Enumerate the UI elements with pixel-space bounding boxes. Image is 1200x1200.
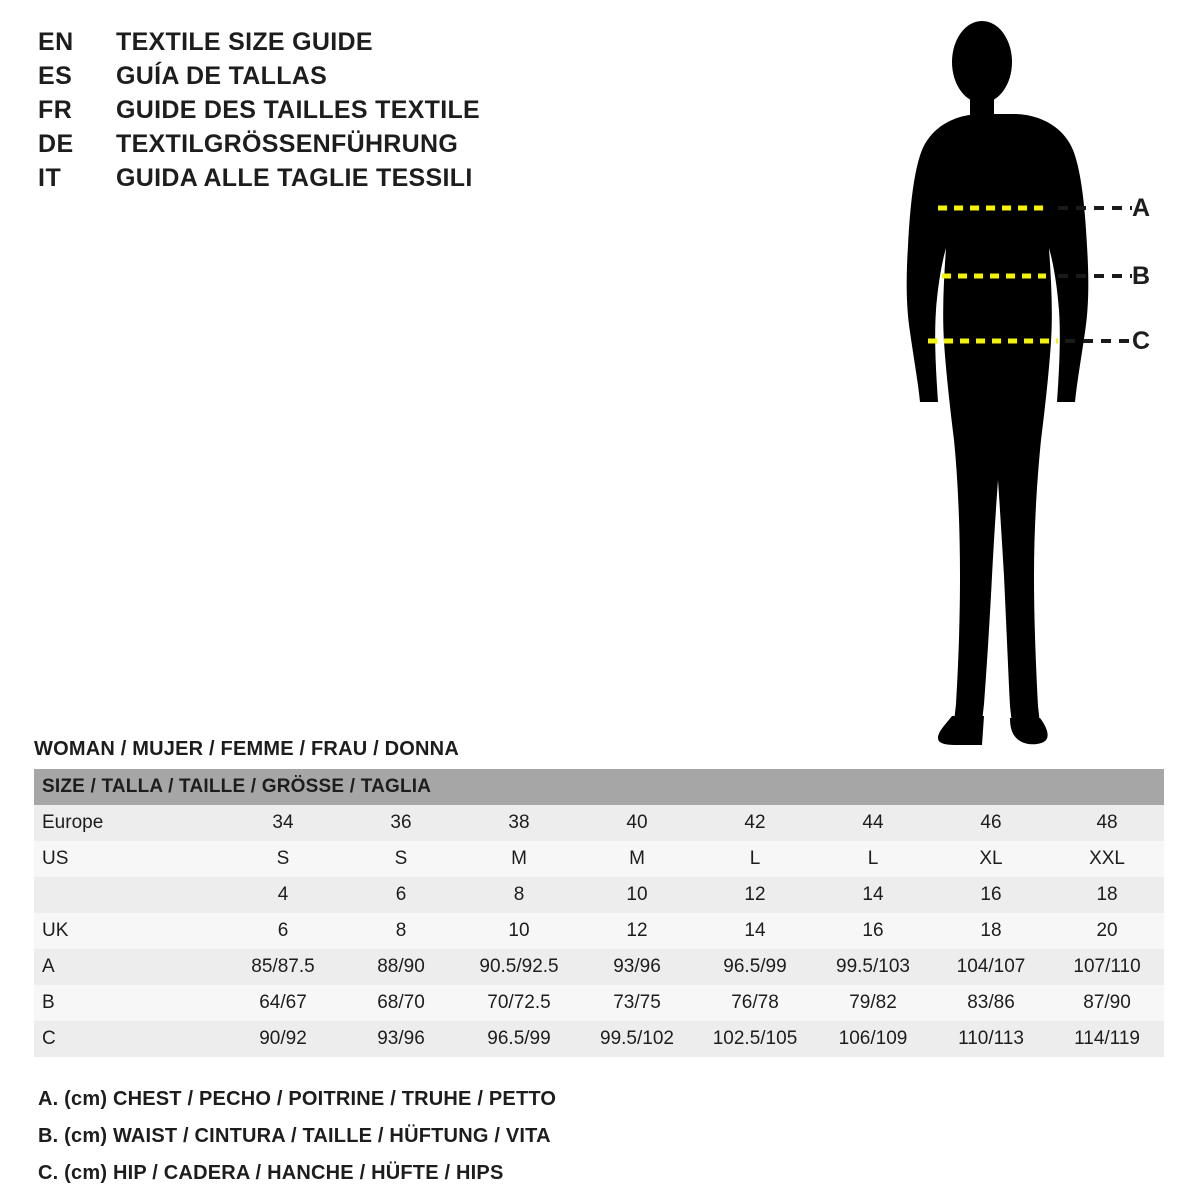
row-label: A (34, 949, 224, 985)
table-cell: XXL (1050, 841, 1164, 877)
table-row (34, 949, 1164, 985)
table-row (34, 1021, 1164, 1057)
table-cell: XL (932, 841, 1050, 877)
row-label: B (34, 985, 224, 1021)
table-cell: S (224, 841, 342, 877)
table-cell: 73/75 (578, 985, 696, 1021)
title-text: GUIDA ALLE TAGLIE TESSILI (116, 164, 473, 192)
table-cell: 48 (1050, 805, 1164, 841)
table-cell: 85/87.5 (224, 949, 342, 985)
measurement-marker-a: A (1132, 194, 1151, 222)
table-cell: 90.5/92.5 (460, 949, 578, 985)
table-cell: 12 (578, 913, 696, 949)
title-text: TEXTILGRÖSSENFÜHRUNG (116, 130, 459, 158)
row-label: US (34, 841, 224, 877)
table-cell: 8 (342, 913, 460, 949)
table-cell: 6 (224, 913, 342, 949)
table-cell: 93/96 (342, 1021, 460, 1057)
table-cell: 79/82 (814, 985, 932, 1021)
table-cell: 96.5/99 (696, 949, 814, 985)
size-table (34, 769, 1164, 1057)
table-cell: 88/90 (342, 949, 460, 985)
body-measurement-figure (860, 10, 1190, 750)
language-code: DE (38, 130, 74, 158)
table-cell: 64/67 (224, 985, 342, 1021)
table-cell: 14 (696, 913, 814, 949)
table-cell: 99.5/102 (578, 1021, 696, 1057)
table-row (34, 985, 1164, 1021)
table-cell: 6 (342, 877, 460, 913)
language-code: EN (38, 28, 74, 56)
legend-note-b: B. (cm) WAIST / CINTURA / TAILLE / HÜFTUNG / VITA (38, 1125, 551, 1147)
table-cell: 76/78 (696, 985, 814, 1021)
table-cell: 90/92 (224, 1021, 342, 1057)
table-row (34, 877, 1164, 913)
legend-note-c: C. (cm) HIP / CADERA / HANCHE / HÜFTE / HIPS (38, 1162, 504, 1184)
table-row (34, 841, 1164, 877)
title-text: GUIDE DES TAILLES TEXTILE (116, 96, 481, 124)
table-cell: 44 (814, 805, 932, 841)
title-text: GUÍA DE TALLAS (116, 62, 328, 90)
table-cell: 110/113 (932, 1021, 1050, 1057)
table-cell: 93/96 (578, 949, 696, 985)
table-cell: 36 (342, 805, 460, 841)
table-header-cell: SIZE / TALLA / TAILLE / GRÖSSE / TAGLIA (34, 769, 1164, 805)
row-label: UK (34, 913, 224, 949)
table-cell: 16 (814, 913, 932, 949)
table-cell: 70/72.5 (460, 985, 578, 1021)
table-cell: 104/107 (932, 949, 1050, 985)
measurement-marker-c: C (1132, 327, 1151, 355)
table-cell: 10 (460, 913, 578, 949)
title-row (38, 28, 658, 62)
table-cell: 114/119 (1050, 1021, 1164, 1057)
table-cell: 46 (932, 805, 1050, 841)
language-code: IT (38, 164, 62, 192)
table-cell: 87/90 (1050, 985, 1164, 1021)
table-cell: S (342, 841, 460, 877)
table-cell: 18 (932, 913, 1050, 949)
table-cell: 10 (578, 877, 696, 913)
table-cell: 12 (696, 877, 814, 913)
table-cell: 20 (1050, 913, 1164, 949)
measurement-legend (38, 1088, 938, 1199)
table-cell: 18 (1050, 877, 1164, 913)
table-row (34, 913, 1164, 949)
table-cell: 106/109 (814, 1021, 932, 1057)
table-cell: 42 (696, 805, 814, 841)
title-row (38, 164, 658, 198)
table-cell: 14 (814, 877, 932, 913)
table-cell: M (578, 841, 696, 877)
title-row (38, 96, 658, 130)
row-label: C (34, 1021, 224, 1057)
title-row (38, 130, 658, 164)
size-table-section (34, 738, 1164, 1057)
table-cell: 40 (578, 805, 696, 841)
table-cell: 8 (460, 877, 578, 913)
table-cell: 68/70 (342, 985, 460, 1021)
table-row (34, 805, 1164, 841)
table-cell: 38 (460, 805, 578, 841)
language-title-list (38, 28, 658, 198)
title-text: TEXTILE SIZE GUIDE (116, 28, 373, 56)
table-cell: 102.5/105 (696, 1021, 814, 1057)
table-cell: 16 (932, 877, 1050, 913)
table-cell: 34 (224, 805, 342, 841)
row-label: Europe (34, 805, 224, 841)
measurement-marker-b: B (1132, 262, 1151, 290)
table-cell: 107/110 (1050, 949, 1164, 985)
table-cell: 83/86 (932, 985, 1050, 1021)
title-row (38, 62, 658, 96)
row-label (34, 877, 224, 913)
table-cell: 96.5/99 (460, 1021, 578, 1057)
table-cell: L (696, 841, 814, 877)
legend-note-a: A. (cm) CHEST / PECHO / POITRINE / TRUHE / PETTO (38, 1088, 557, 1110)
table-header-row (34, 769, 1164, 805)
woman-silhouette-icon (860, 10, 1190, 750)
language-code: ES (38, 62, 73, 90)
table-cell: L (814, 841, 932, 877)
table-cell: 99.5/103 (814, 949, 932, 985)
table-group-label: WOMAN / MUJER / FEMME / FRAU / DONNA (34, 738, 459, 760)
table-cell: M (460, 841, 578, 877)
language-code: FR (38, 96, 73, 124)
table-cell: 4 (224, 877, 342, 913)
